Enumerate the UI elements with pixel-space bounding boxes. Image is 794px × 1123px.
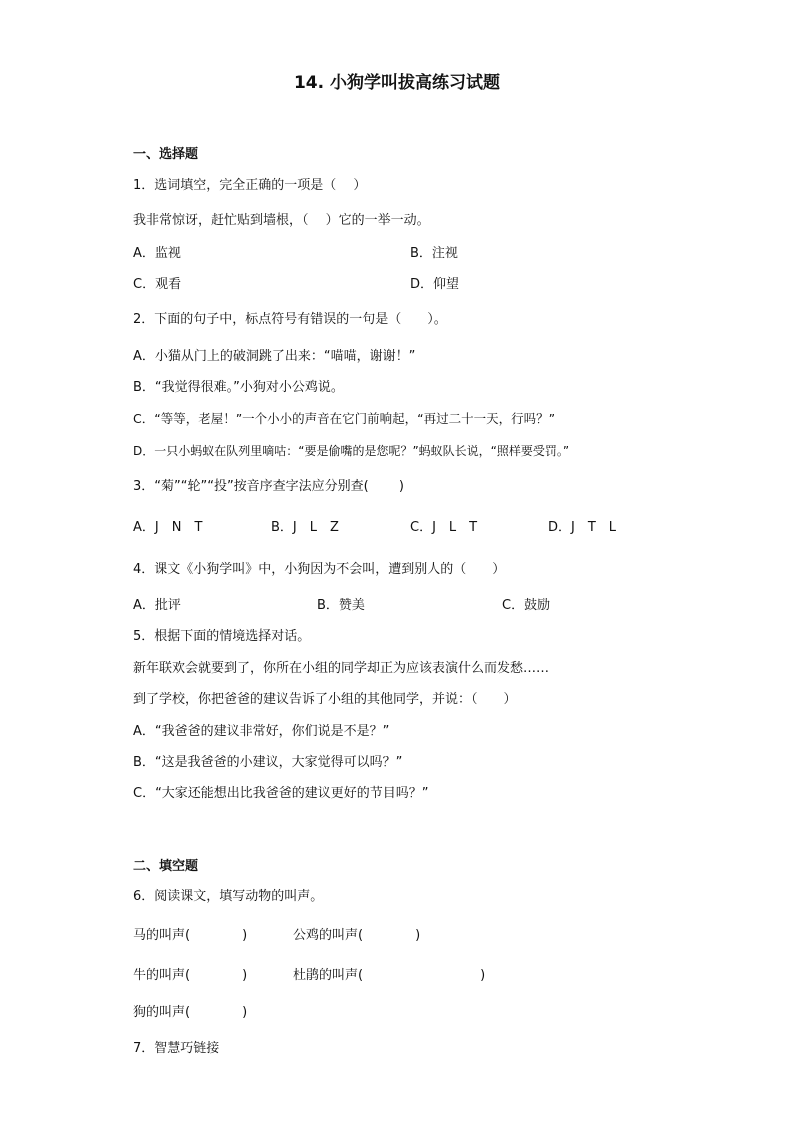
question-5-stem: 5．根据下面的情境选择对话。 xyxy=(133,629,311,644)
question-4-option-a[interactable]: A．批评 xyxy=(133,598,181,613)
question-6-cuckoo-blank[interactable]: 杜鹃的叫声( ) xyxy=(293,968,486,983)
question-2-option-a[interactable]: A．小猫从门上的破洞跳了出来：“喵喵，谢谢！” xyxy=(133,349,416,364)
question-6-dog-blank[interactable]: 狗的叫声( ) xyxy=(133,1005,248,1020)
section-heading-fill: 二、填空题 xyxy=(133,859,199,874)
question-4-option-c[interactable]: C．鼓励 xyxy=(502,598,551,613)
question-5-option-c[interactable]: C．“大家还能想出比我爸爸的建议更好的节目吗？” xyxy=(133,786,429,801)
question-1-stem: 1．选词填空，完全正确的一项是（ ） xyxy=(133,178,367,193)
question-2-option-b[interactable]: B．“我觉得很难。”小狗对小公鸡说。 xyxy=(133,380,344,395)
question-3-option-a[interactable]: A．J N T xyxy=(133,520,203,535)
question-1-sentence: 我非常惊讶，赶忙贴到墙根，（ ）它的一举一动。 xyxy=(133,213,430,228)
question-2-option-d[interactable]: D．一只小蚂蚁在队列里嘀咕：“要是偷嘴的是您呢？”蚂蚁队长说，“照样要受罚。” xyxy=(133,444,570,458)
question-6-stem: 6．阅读课文，填写动物的叫声。 xyxy=(133,889,324,904)
question-3-option-b[interactable]: B．J L Z xyxy=(271,520,339,535)
question-2-stem: 2．下面的句子中，标点符号有错误的一句是（ ）。 xyxy=(133,312,447,327)
question-4-option-b[interactable]: B．赞美 xyxy=(317,598,365,613)
question-6-cow-blank[interactable]: 牛的叫声( ) xyxy=(133,968,248,983)
question-3-stem: 3．“菊”“轮”“投”按音序查字法应分别查( ) xyxy=(133,479,404,494)
question-1-option-c[interactable]: C．观看 xyxy=(133,277,182,292)
page-title: 14. 小狗学叫拔高练习试题 xyxy=(293,73,501,93)
question-6-rooster-blank[interactable]: 公鸡的叫声( ) xyxy=(293,928,421,943)
question-3-option-d[interactable]: D．J T L xyxy=(548,520,617,535)
question-4-stem: 4．课文《小狗学叫》中，小狗因为不会叫，遭到别人的（ ） xyxy=(133,562,506,577)
question-5-context-2: 到了学校，你把爸爸的建议告诉了小组的其他同学，并说：（ ） xyxy=(133,692,517,707)
question-1-option-a[interactable]: A．监视 xyxy=(133,246,181,261)
section-heading-choice: 一、选择题 xyxy=(133,147,199,162)
question-6-horse-blank[interactable]: 马的叫声( ) xyxy=(133,928,248,943)
question-5-option-b[interactable]: B．“这是我爸爸的小建议，大家觉得可以吗？” xyxy=(133,755,403,770)
question-1-option-b[interactable]: B．注视 xyxy=(410,246,458,261)
question-5-context-1: 新年联欢会就要到了，你所在小组的同学却正为应该表演什么而发愁…… xyxy=(133,661,550,676)
question-5-option-a[interactable]: A．“我爸爸的建议非常好，你们说是不是？” xyxy=(133,724,390,739)
question-3-option-c[interactable]: C．J L T xyxy=(410,520,478,535)
question-1-option-d[interactable]: D．仰望 xyxy=(410,277,460,292)
question-7-stem: 7．智慧巧链接 xyxy=(133,1041,220,1056)
question-2-option-c[interactable]: C．“等等，老屋！”一个小小的声音在它门前响起，“再过二十一天，行吗？” xyxy=(133,411,556,426)
